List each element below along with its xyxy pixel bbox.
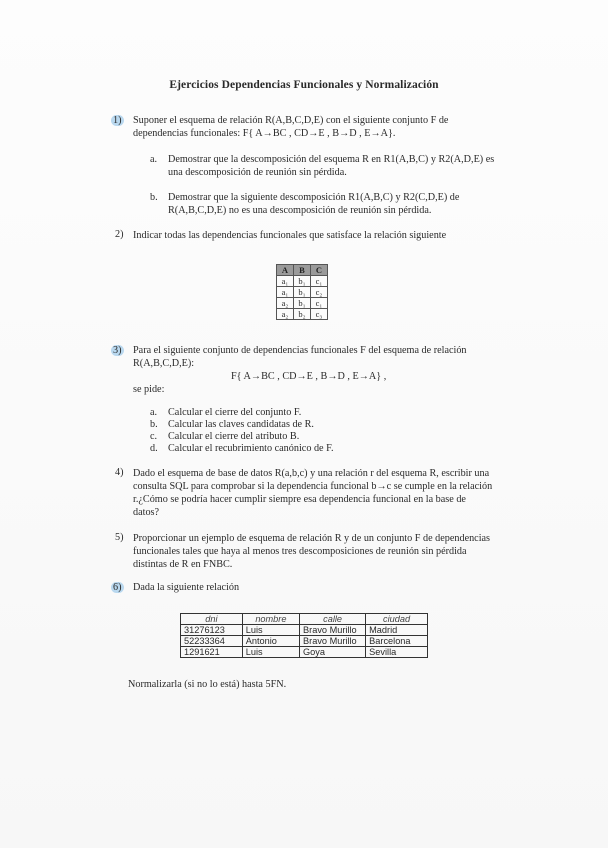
table-cell: a₁ bbox=[277, 276, 294, 287]
exercise-5-line-1: Proporcionar un ejemplo de esquema de relación R y de un conjunto F de dependencias bbox=[133, 533, 491, 544]
exercise-5-number: 5) bbox=[115, 532, 124, 543]
table-cell: Goya bbox=[300, 647, 366, 658]
table-cell: b₁ bbox=[294, 276, 311, 287]
table-cell: a₂ bbox=[277, 309, 294, 320]
exercise-6-number: 6) bbox=[113, 582, 122, 593]
exercise-1b-line-2: R(A,B,C,D,E) no es una descomposición de reunión sin pérdida. bbox=[168, 205, 432, 216]
table-cell: 31276123 bbox=[181, 625, 243, 636]
table-cell: Bravo Murillo bbox=[300, 636, 366, 647]
exercise-3a-text: Calcular el cierre del conjunto F. bbox=[168, 407, 302, 418]
exercise-1b-line-1: Demostrar que la siguiente descomposición R1(A,B,C) y R2(C,D,E) de bbox=[168, 192, 460, 203]
exercise-3-se-pide: se pide: bbox=[133, 384, 165, 395]
exercise-3b-label: b. bbox=[150, 419, 158, 430]
exercise-1a-label: a. bbox=[150, 154, 158, 165]
table-cell: b₁ bbox=[294, 298, 311, 309]
exercise-5-line-2: funcionales tales que haya al menos tres descomposiciones de reunión sin pérdida bbox=[133, 546, 467, 557]
table-row bbox=[277, 287, 328, 298]
exercise-3-line-1: Para el siguiente conjunto de dependencias funcionales F del esquema de relación bbox=[133, 345, 467, 356]
exercise-4-line-1: Dado el esquema de base de datos R(a,b,c) y una relación r del esquema R, escribir una bbox=[133, 468, 490, 479]
exercise-1-line-1: Suponer el esquema de relación R(A,B,C,D,E) con el siguiente conjunto F de bbox=[133, 115, 449, 126]
exercise-1a-line-2: una descomposición de reunión sin pérdida. bbox=[168, 167, 347, 178]
table-row bbox=[181, 636, 428, 647]
table-row bbox=[277, 298, 328, 309]
exercise-2-text: Indicar todas las dependencias funcionales que satisface la relación siguiente bbox=[133, 230, 447, 241]
table-cell: Luis bbox=[242, 625, 299, 636]
exercise-4-line-4: datos? bbox=[133, 507, 160, 518]
exercise-4-line-2: consulta SQL para comprobar si la dependencia funcional b→c se cumple en la relación bbox=[133, 481, 493, 492]
table-cell: b₁ bbox=[294, 287, 311, 298]
table-header: ciudad bbox=[366, 614, 428, 625]
exercise-3a-label: a. bbox=[150, 407, 158, 418]
exercise-3b-text: Calcular las claves candidatas de R. bbox=[168, 419, 314, 430]
exercise-3-formula: F{ A→BC , CD→E , B→D , E→A} , bbox=[231, 371, 387, 382]
table-cell: b₂ bbox=[294, 309, 311, 320]
table-cell: 52233364 bbox=[181, 636, 243, 647]
exercise-3-line-2: R(A,B,C,D,E): bbox=[133, 358, 195, 369]
exercise-4-line-3: r.¿Cómo se podría hacer cumplir siempre esa dependencia funcional en la base de bbox=[133, 494, 466, 505]
table-cell: Sevilla bbox=[366, 647, 428, 658]
exercise-1-number: 1) bbox=[113, 115, 122, 126]
table-cell: c₃ bbox=[311, 309, 328, 320]
table-cell: c₁ bbox=[311, 276, 328, 287]
table-cell: Antonio bbox=[242, 636, 299, 647]
table-cell: Barcelona bbox=[366, 636, 428, 647]
table-row bbox=[181, 647, 428, 658]
exercise-3-number: 3) bbox=[113, 345, 122, 356]
table-cell: c₁ bbox=[311, 298, 328, 309]
exercise-5-line-3: distintas de R en FNBC. bbox=[133, 559, 233, 570]
table-header: calle bbox=[300, 614, 366, 625]
relation-table-persons bbox=[180, 613, 428, 658]
exercise-6-text: Dada la siguiente relación bbox=[133, 582, 240, 593]
table-cell: Madrid bbox=[366, 625, 428, 636]
table-cell: Luis bbox=[242, 647, 299, 658]
table-row bbox=[277, 309, 328, 320]
table-cell: 1291621 bbox=[181, 647, 243, 658]
table-header: C bbox=[311, 265, 328, 276]
table-cell: c₂ bbox=[311, 287, 328, 298]
table-header: A bbox=[277, 265, 294, 276]
table-cell: a₁ bbox=[277, 287, 294, 298]
exercise-1b-label: b. bbox=[150, 192, 158, 203]
exercise-3d-label: d. bbox=[150, 443, 158, 454]
exercise-3d-text: Calcular el recubrimiento canónico de F. bbox=[168, 443, 334, 454]
exercise-3c-text: Calcular el cierre del atributo B. bbox=[168, 431, 300, 442]
exercise-4-number: 4) bbox=[115, 467, 124, 478]
exercise-6-footer: Normalizarla (si no lo está) hasta 5FN. bbox=[128, 679, 287, 690]
exercise-2-number: 2) bbox=[115, 229, 124, 240]
exercise-1-line-2: dependencias funcionales: F{ A→BC , CD→E , B→D , E→A}. bbox=[133, 128, 396, 139]
table-cell: Bravo Murillo bbox=[300, 625, 366, 636]
table-header: nombre bbox=[242, 614, 299, 625]
exercise-3c-label: c. bbox=[150, 431, 158, 442]
table-row bbox=[277, 276, 328, 287]
table-header: dni bbox=[181, 614, 243, 625]
relation-table-small bbox=[276, 264, 328, 320]
exercise-1a-line-1: Demostrar que la descomposición del esquema R en R1(A,B,C) y R2(A,D,E) es bbox=[168, 154, 495, 165]
page-title: Ejercicios Dependencias Funcionales y Normalización bbox=[169, 79, 439, 91]
table-header: B bbox=[294, 265, 311, 276]
table-row bbox=[181, 625, 428, 636]
table-cell: a₂ bbox=[277, 298, 294, 309]
